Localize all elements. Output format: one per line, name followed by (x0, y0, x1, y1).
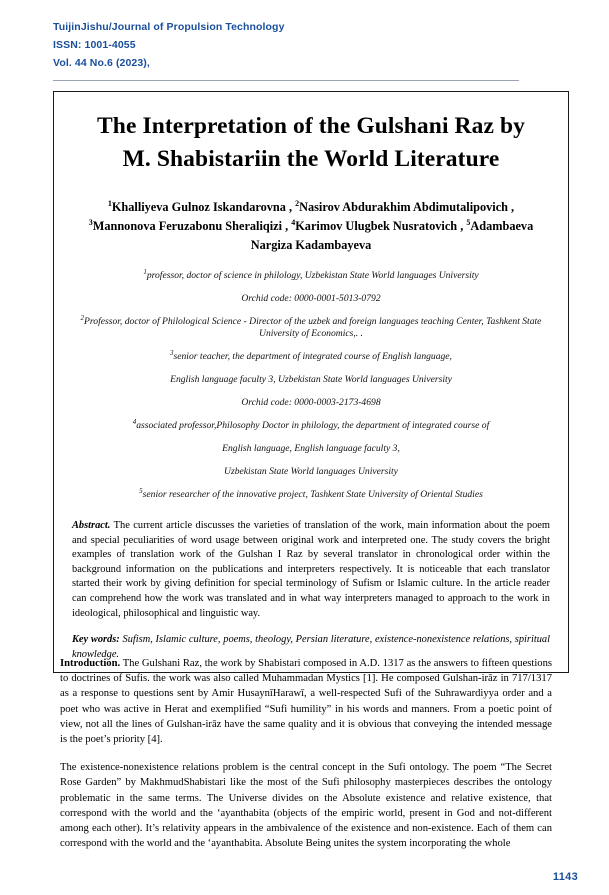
sup-2: 2 (295, 198, 300, 208)
abstract-section (72, 519, 550, 621)
article-body (60, 656, 552, 864)
affiliation-item (72, 486, 550, 501)
affiliation-item (72, 293, 550, 305)
author-5a: Adambaeva (470, 219, 534, 233)
affiliation-text: professor, doctor of science in philology, Uzbekistan State World languages University (146, 270, 479, 281)
affiliation-marker: 4 (132, 417, 137, 426)
journal-name: TuijinJishu/Journal of Propulsion Technology (53, 21, 285, 33)
introduction-text: The Gulshani Raz, the work by Shabistari composed in A.D. 1317 as the answers to fifteen questions to doctrines of Sufis. the work was also called Muhammadan Mystics [1]. He composed Gulshan-irāz in 717/1317 as a response to questions sent by Amir HusaynīHarawī, a well-respected Sufi of the Suhrawardiyya order and a poet who was active in Herat and exemplified “Sufi humility” in his words and manners. From a poetic point of view, not all the lines of Gulshan-irāz have the same quality and it is obvious that conveying the intended message is the poet’s priority [4]. (60, 658, 552, 746)
author-5b: Nargiza Kadambayeva (250, 238, 372, 252)
author-1: Khalliyeva Gulnoz Iskandarovna , (111, 200, 293, 214)
sup-5: 5 (466, 217, 471, 227)
affiliation-item (72, 417, 550, 432)
introduction-label: Introduction. (60, 658, 121, 669)
keywords-text: Sufism, Islamic culture, poems, theology, Persian literature, existence-nonexistence relations, spiritual knowledge. (72, 634, 550, 660)
affiliation-marker: 3 (170, 348, 174, 357)
page-number: 1143 (552, 871, 578, 883)
affiliation-text: Orchid code: 0000-0003-2173-4698 (241, 397, 381, 408)
affiliation-item (72, 267, 550, 282)
affiliation-text: Uzbekistan State World languages University (224, 466, 398, 477)
affiliation-marker: 5 (139, 486, 143, 495)
journal-issn: ISSN: 1001-4055 (53, 39, 136, 51)
affiliation-text: senior teacher, the department of integrated course of English language, (173, 351, 452, 362)
paragraph-introduction (60, 656, 552, 747)
paragraph-two: The existence-nonexistence relations problem is the central concept in the Sufi ontology. The poem “The Secret Rose Garden” by MakhmudShabistari like the most of the Sufi philosophy masterpieces describes the ontology problematic in the same terms. The Universe divides on the Absolute existence and relative existence, that correspond with the world and the ‘ayanthabita (objects of the empiric world, present in God and not-different among each other). It’s relativity appears in the ambivalence of the existence and non-existence. Each of them can correspond with the world and the ‘ayanthabita. Absolute Being unites the system incorporating the whole (60, 762, 552, 850)
page-title (72, 110, 550, 176)
affiliation-text: associated professor,Philosophy Doctor in philology, the department of integrated course of (136, 420, 490, 431)
affiliation-text: English language, English language faculty 3, (222, 443, 400, 454)
journal-volume: Vol. 44 No.6 (2023), (53, 57, 150, 69)
title-line-1: The Interpretation of the Gulshani Raz by (97, 113, 525, 139)
affiliation-item (72, 466, 550, 478)
affiliation-list (72, 267, 550, 501)
affiliation-text: Orchid code: 0000-0001-5013-0792 (241, 293, 381, 304)
affiliation-item (72, 348, 550, 363)
affiliation-item (72, 443, 550, 455)
sup-1: 1 (107, 198, 112, 208)
affiliation-item (72, 374, 550, 386)
sup-3: 3 (88, 217, 93, 227)
keywords-label: Key words: (72, 634, 120, 646)
affiliation-text: English language faculty 3, Uzbekistan State World languages University (170, 374, 452, 385)
author-2: Nasirov Abdurakhim Abdimutalipovich , (299, 200, 515, 214)
affiliation-marker: 1 (143, 267, 147, 276)
title-line-2: M. Shabistariin the World Literature (122, 146, 500, 172)
author-4: Karimov Ulugbek Nusratovich , (295, 219, 464, 233)
abstract-label: Abstract. (72, 520, 111, 531)
author-list (72, 198, 550, 255)
affiliation-item (72, 313, 550, 340)
affiliation-marker: 2 (80, 313, 85, 322)
title-abstract-frame (53, 91, 569, 673)
abstract-text: The current article discusses the varieties of translation of the work, main information about the poem and special peculiarities of word usage between original work and interpreted one. The study covers the bright examples of translation work of the Gulshan I Raz by several translator in chronological order within the background information on the publications and interpreters respectively. It is noticeable that each translator started their work by giving definition for special terminology of Sufism or Islamic culture. In the article reader can comprehend how the work was translated and in what way interpreters managed to approach to the work in ideological, philosophical and linguistic way. (72, 520, 550, 619)
author-3: Mannonova Feruzabonu Sheraliqizi , (92, 219, 289, 233)
journal-header (53, 18, 553, 72)
affiliation-text: senior researcher of the innovative project, Tashkent State University of Oriental Studies (142, 489, 483, 500)
header-divider (53, 80, 519, 81)
affiliation-item (72, 397, 550, 409)
sup-4: 4 (291, 217, 296, 227)
affiliation-text: Professor, doctor of Philological Science - Director of the uzbek and foreign languages teaching Center, Tashkent State University of Economics,. . (84, 316, 542, 339)
